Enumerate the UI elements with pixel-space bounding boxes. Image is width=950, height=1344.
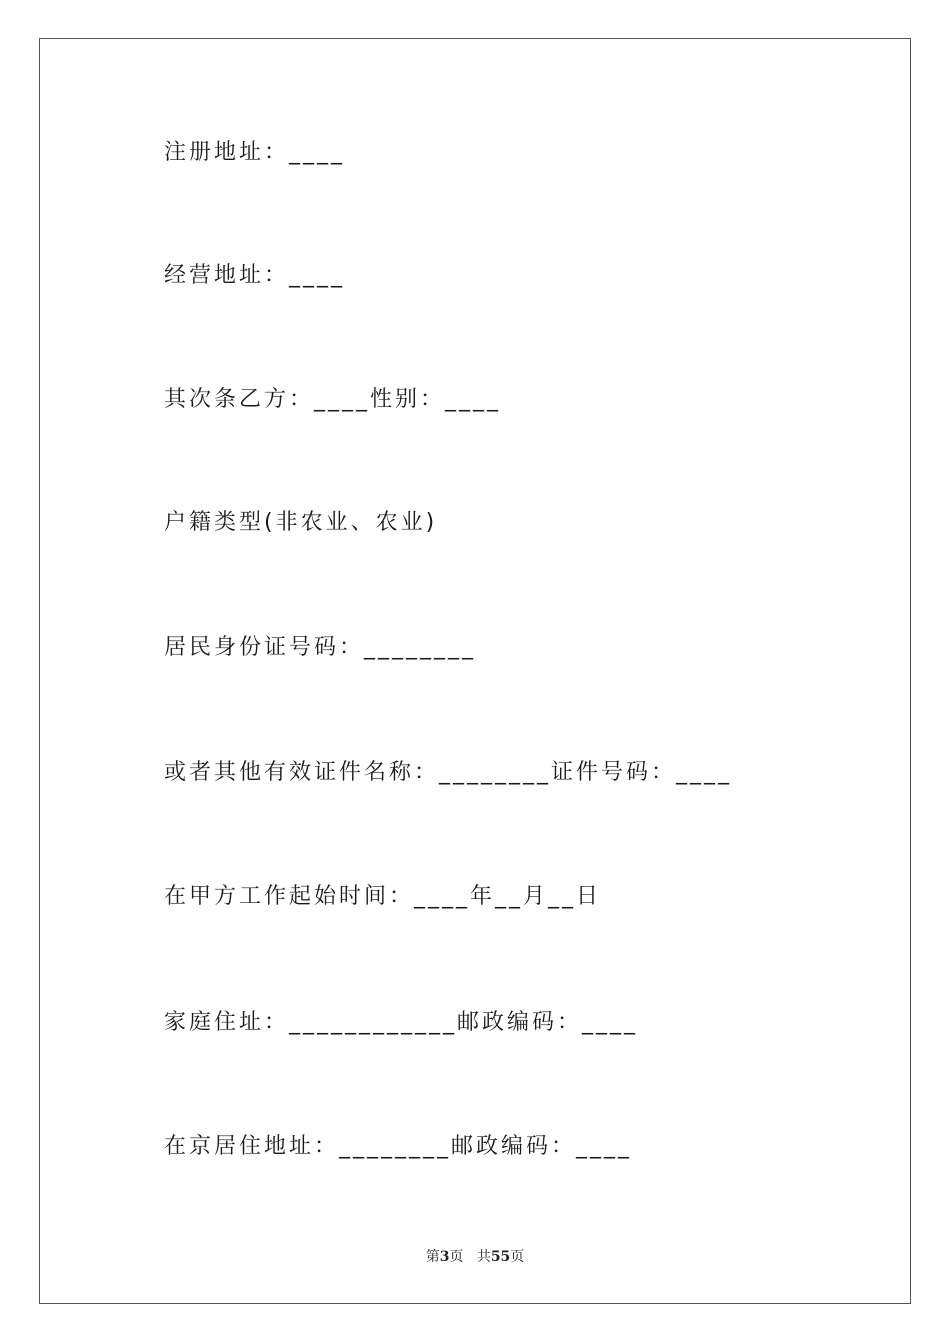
id-number-line: 居民身份证号码：________	[164, 635, 477, 660]
footer-prefix: 第	[425, 1249, 440, 1265]
footer-page-suffix: 页	[449, 1249, 464, 1265]
party-b-gender-line: 其次条乙方：____性别：____	[164, 387, 502, 412]
page-footer	[0, 1247, 950, 1267]
footer-total-pages: 55	[490, 1249, 511, 1265]
footer-page-number: 3	[439, 1249, 450, 1265]
home-address-line: 家庭住址：____________邮政编码：____	[164, 1010, 639, 1035]
other-id-line: 或者其他有效证件名称：________证件号码：____	[164, 760, 733, 785]
start-date-line: 在甲方工作起始时间：____年__月__日	[164, 884, 602, 909]
footer-total-prefix: 共	[476, 1249, 491, 1265]
household-type-line: 户籍类型(非农业、农业)	[164, 510, 438, 535]
business-address-line: 经营地址：____	[164, 263, 346, 288]
registered-address-line: 注册地址：____	[164, 140, 346, 165]
page-frame	[39, 38, 911, 1304]
footer-total-suffix: 页	[510, 1249, 525, 1265]
beijing-address-line: 在京居住地址：________邮政编码：____	[164, 1134, 633, 1159]
